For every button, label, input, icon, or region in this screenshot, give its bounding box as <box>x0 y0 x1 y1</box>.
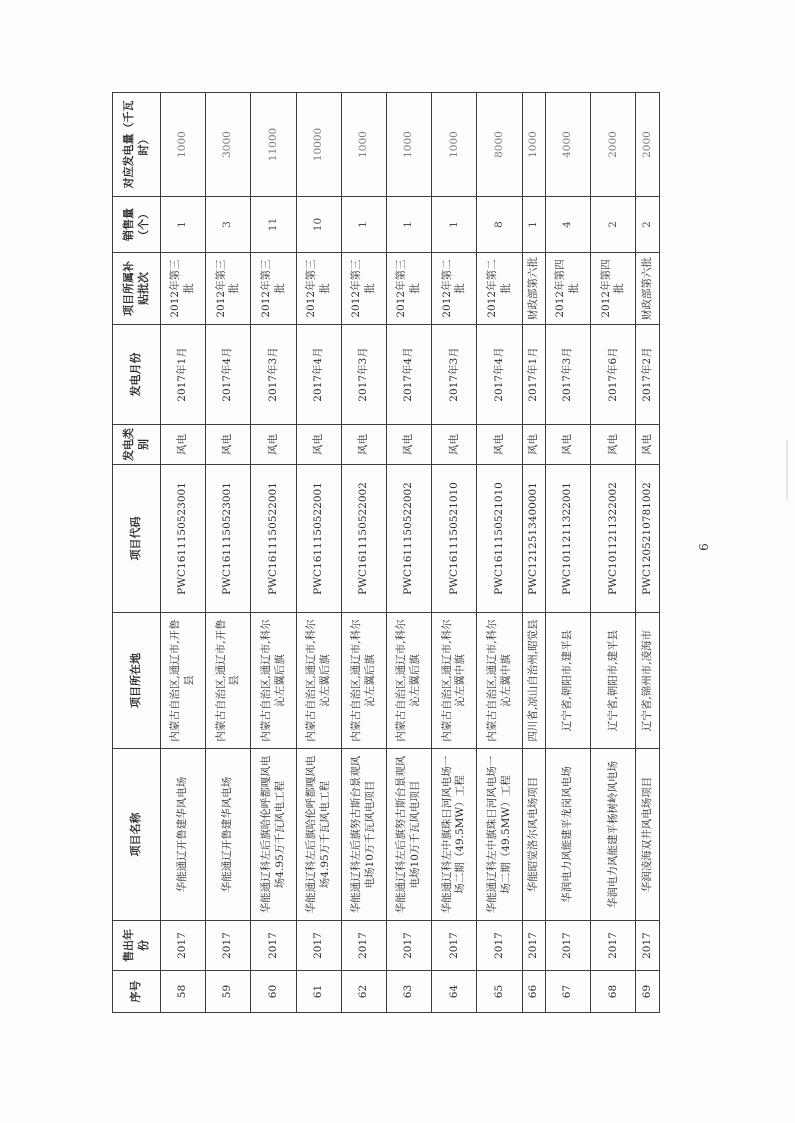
cell-month: 2017年3月 <box>546 325 591 425</box>
cell-type: 风电 <box>251 425 296 465</box>
cell-month: 2017年4月 <box>387 325 432 425</box>
cell-year: 2017 <box>341 921 386 971</box>
cell-batch: 2012年第四批 <box>591 253 636 325</box>
cell-month: 2017年4月 <box>477 325 522 425</box>
table-row <box>341 93 386 1013</box>
cell-seq: 65 <box>477 971 522 1013</box>
table-row <box>206 93 251 1013</box>
cell-year: 2017 <box>591 921 636 971</box>
cell-name: 华能通辽科左中旗珠日河风电场一场二期（49.5MW）工程 <box>432 749 477 921</box>
header-location: 项目所在地 <box>113 613 161 749</box>
cell-name: 华能通辽科左后旗哈伦呼都嘎风电场4.95万千瓦风电工程 <box>296 749 341 921</box>
cell-type: 风电 <box>206 425 251 465</box>
cell-batch: 2012年第三批 <box>161 253 206 325</box>
cell-seq: 68 <box>591 971 636 1013</box>
cell-location: 内蒙古自治区,通辽市,开鲁县 <box>206 613 251 749</box>
cell-batch: 财政部第六批 <box>636 253 660 325</box>
cell-batch: 财政部第六批 <box>522 253 545 325</box>
cell-name: 华润电力风能建平杨树岭风电场 <box>591 749 636 921</box>
cell-type: 风电 <box>636 425 660 465</box>
cell-code: PWC1611150522002 <box>387 465 432 613</box>
cell-name: 华能通辽科左后旗哈伦呼都嘎风电场4.95万千瓦风电工程 <box>251 749 296 921</box>
cell-qty: 2 <box>591 197 636 253</box>
project-sales-table <box>112 92 660 1013</box>
cell-location: 内蒙古自治区,通辽市,科尔沁左翼后旗 <box>296 613 341 749</box>
cell-name: 华能通辽科左中旗珠日河风电场一场二期（49.5MW）工程 <box>477 749 522 921</box>
cell-name: 华润电力风能建平龙岗风电场 <box>546 749 591 921</box>
cell-energy: 2000 <box>591 93 636 197</box>
cell-location: 内蒙古自治区,通辽市,科尔沁左翼中旗 <box>432 613 477 749</box>
cell-type: 风电 <box>591 425 636 465</box>
cell-type: 风电 <box>161 425 206 465</box>
table-row <box>546 93 591 1013</box>
table-body <box>161 93 660 1013</box>
cell-energy: 1000 <box>432 93 477 197</box>
cell-batch: 2012年第三批 <box>387 253 432 325</box>
cell-month: 2017年2月 <box>636 325 660 425</box>
cell-seq: 59 <box>206 971 251 1013</box>
cell-qty: 1 <box>522 197 545 253</box>
header-name: 项目名称 <box>113 749 161 921</box>
cell-energy: 11000 <box>251 93 296 197</box>
cell-code: PWC1011211322002 <box>591 465 636 613</box>
header-code: 项目代码 <box>113 465 161 613</box>
cell-location: 四川省,凉山自治州,昭觉县 <box>522 613 545 749</box>
cell-type: 风电 <box>477 425 522 465</box>
cell-qty: 1 <box>432 197 477 253</box>
cell-type: 风电 <box>296 425 341 465</box>
cell-qty: 11 <box>251 197 296 253</box>
cell-type: 风电 <box>387 425 432 465</box>
cell-seq: 60 <box>251 971 296 1013</box>
header-seq: 序号 <box>113 971 161 1013</box>
cell-seq: 66 <box>522 971 545 1013</box>
cell-seq: 64 <box>432 971 477 1013</box>
cell-month: 2017年3月 <box>432 325 477 425</box>
page-number: 6 <box>696 543 711 551</box>
cell-location: 辽宁省,朝阳市,建平县 <box>591 613 636 749</box>
header-energy: 对应发电量（千瓦时） <box>113 93 161 197</box>
header-type: 发电类别 <box>113 425 161 465</box>
cell-month: 2017年3月 <box>251 325 296 425</box>
table-row <box>591 93 636 1013</box>
cell-month: 2017年4月 <box>296 325 341 425</box>
cell-year: 2017 <box>432 921 477 971</box>
cell-batch: 2012年第二批 <box>432 253 477 325</box>
cell-month: 2017年1月 <box>161 325 206 425</box>
cell-seq: 62 <box>341 971 386 1013</box>
cell-code: PWC1611150522001 <box>251 465 296 613</box>
cell-code: PWC1011211322001 <box>546 465 591 613</box>
table-row <box>387 93 432 1013</box>
cell-month: 2017年3月 <box>341 325 386 425</box>
cell-seq: 69 <box>636 971 660 1013</box>
cell-energy: 1000 <box>522 93 545 197</box>
cell-energy: 1000 <box>341 93 386 197</box>
cell-location: 内蒙古自治区,通辽市,开鲁县 <box>161 613 206 749</box>
cell-year: 2017 <box>387 921 432 971</box>
cell-code: PWC1611150522001 <box>296 465 341 613</box>
header-qty: 销售量（个） <box>113 197 161 253</box>
cell-type: 风电 <box>546 425 591 465</box>
cell-year: 2017 <box>296 921 341 971</box>
cell-batch: 2012年第三批 <box>251 253 296 325</box>
cell-energy: 4000 <box>546 93 591 197</box>
cell-batch: 2012年第三批 <box>341 253 386 325</box>
cell-code: PWC1205210781002 <box>636 465 660 613</box>
header-month: 发电月份 <box>113 325 161 425</box>
cell-code: PWC1611150523001 <box>161 465 206 613</box>
cell-location: 内蒙古自治区,通辽市,科尔沁左翼后旗 <box>341 613 386 749</box>
cell-name: 华能通辽科左后旗努古斯台景观风电场10万千瓦风电项目 <box>387 749 432 921</box>
cell-qty: 1 <box>387 197 432 253</box>
cell-energy: 1000 <box>387 93 432 197</box>
cell-qty: 3 <box>206 197 251 253</box>
table-row <box>636 93 660 1013</box>
cell-batch: 2012年第三批 <box>296 253 341 325</box>
cell-location: 内蒙古自治区,通辽市,科尔沁左翼中旗 <box>477 613 522 749</box>
cell-name: 华能昭觉洛尔风电场项目 <box>522 749 545 921</box>
cell-location: 辽宁省,锦州市,凌海市 <box>636 613 660 749</box>
cell-batch: 2012年第四批 <box>546 253 591 325</box>
cell-month: 2017年4月 <box>206 325 251 425</box>
cell-type: 风电 <box>522 425 545 465</box>
cell-code: PWC1611150522002 <box>341 465 386 613</box>
cell-name: 华能通辽开鲁建华风电场 <box>161 749 206 921</box>
table-row <box>432 93 477 1013</box>
cell-year: 2017 <box>251 921 296 971</box>
cell-name: 华能通辽科左后旗努古斯台景观风电场10万千瓦风电项目 <box>341 749 386 921</box>
cell-year: 2017 <box>161 921 206 971</box>
cell-code: PWC1212513400001 <box>522 465 545 613</box>
table-row <box>161 93 206 1013</box>
cell-qty: 2 <box>636 197 660 253</box>
table-row <box>522 93 545 1013</box>
cell-location: 内蒙古自治区,通辽市,科尔沁左翼后旗 <box>387 613 432 749</box>
cell-year: 2017 <box>206 921 251 971</box>
table-header-row <box>113 93 161 1013</box>
cell-energy: 3000 <box>206 93 251 197</box>
cell-seq: 61 <box>296 971 341 1013</box>
cell-month: 2017年1月 <box>522 325 545 425</box>
rotated-table-container <box>112 93 660 1013</box>
header-batch: 项目所属补贴批次 <box>113 253 161 325</box>
cell-location: 内蒙古自治区,通辽市,科尔沁左翼后旗 <box>251 613 296 749</box>
cell-energy: 1000 <box>161 93 206 197</box>
cell-code: PWC1611150521010 <box>432 465 477 613</box>
cell-year: 2017 <box>477 921 522 971</box>
cell-seq: 63 <box>387 971 432 1013</box>
cell-batch: 2012年第二批 <box>477 253 522 325</box>
table-row <box>251 93 296 1013</box>
table-row <box>477 93 522 1013</box>
cell-energy: 2000 <box>636 93 660 197</box>
cell-qty: 10 <box>296 197 341 253</box>
table-row <box>296 93 341 1013</box>
cell-batch: 2012年第三批 <box>206 253 251 325</box>
cell-year: 2017 <box>546 921 591 971</box>
cell-year: 2017 <box>522 921 545 971</box>
cell-year: 2017 <box>636 921 660 971</box>
cell-seq: 58 <box>161 971 206 1013</box>
cell-month: 2017年6月 <box>591 325 636 425</box>
cell-type: 风电 <box>341 425 386 465</box>
cell-energy: 8000 <box>477 93 522 197</box>
cell-seq: 67 <box>546 971 591 1013</box>
cell-qty: 4 <box>546 197 591 253</box>
cell-qty: 1 <box>161 197 206 253</box>
cell-qty: 1 <box>341 197 386 253</box>
header-year: 售出年份 <box>113 921 161 971</box>
cell-type: 风电 <box>432 425 477 465</box>
cell-energy: 10000 <box>296 93 341 197</box>
cell-qty: 8 <box>477 197 522 253</box>
scan-edge-mark <box>786 440 788 500</box>
cell-name: 华能通辽开鲁建华风电场 <box>206 749 251 921</box>
cell-code: PWC1611150521010 <box>477 465 522 613</box>
cell-code: PWC1611150523001 <box>206 465 251 613</box>
cell-name: 华润凌海双井风电场项目 <box>636 749 660 921</box>
cell-location: 辽宁省,朝阳市,建平县 <box>546 613 591 749</box>
